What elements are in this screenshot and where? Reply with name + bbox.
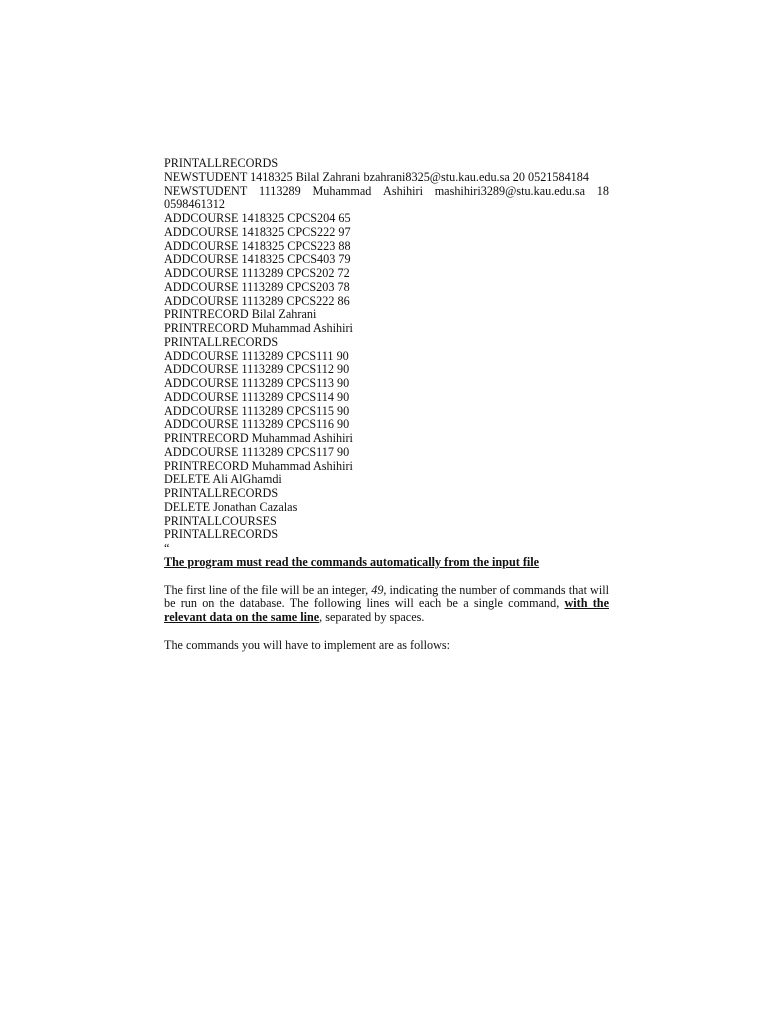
paragraph-text: The first line of the file will be an integer, bbox=[164, 582, 372, 597]
emphasis-text: with the relevant data on the same line bbox=[164, 596, 609, 624]
command-token: Muhammad bbox=[312, 183, 372, 198]
closing-quote: “ bbox=[164, 541, 170, 555]
command-line: ADDCOURSE 1113289 CPCS114 90 bbox=[164, 389, 350, 404]
section-heading: The program must read the commands automatically from the input file bbox=[164, 554, 540, 569]
paragraph-commands-intro: The commands you will have to implement are as follows: bbox=[164, 637, 451, 652]
command-line: ADDCOURSE 1418325 CPCS403 79 bbox=[164, 252, 351, 267]
command-token: mashihiri3289@stu.kau.edu.sa bbox=[434, 183, 586, 198]
command-line: ADDCOURSE 1418325 CPCS222 97 bbox=[164, 224, 351, 239]
command-line: ADDCOURSE 1418325 CPCS223 88 bbox=[164, 238, 351, 253]
command-line: PRINTALLRECORDS bbox=[164, 527, 279, 542]
command-line: ADDCOURSE 1113289 CPCS203 78 bbox=[164, 279, 350, 294]
command-line: PRINTRECORD Muhammad Ashihiri bbox=[164, 321, 353, 335]
command-token: Ashihiri bbox=[383, 183, 423, 198]
paragraph-text: , indicating the number of commands that will be run on the database. The following lines will each be a single command, bbox=[164, 582, 610, 611]
command-line: PRINTALLCOURSES bbox=[164, 513, 277, 528]
command-line: PRINTALLRECORDS bbox=[164, 334, 279, 349]
command-line-continuation: 0598461312 bbox=[164, 197, 225, 212]
command-line: DELETE Ali AlGhamdi bbox=[164, 472, 282, 487]
command-line: ADDCOURSE 1113289 CPCS112 90 bbox=[164, 362, 350, 377]
command-line: DELETE Jonathan Cazalas bbox=[164, 499, 298, 514]
command-line: PRINTRECORD Muhammad Ashihiri bbox=[164, 431, 353, 445]
command-line: ADDCOURSE 1418325 CPCS204 65 bbox=[164, 211, 351, 225]
command-line: PRINTALLRECORDS bbox=[164, 486, 279, 500]
command-line: ADDCOURSE 1113289 CPCS202 72 bbox=[164, 266, 350, 280]
command-line: PRINTALLRECORDS bbox=[164, 156, 279, 170]
command-line: ADDCOURSE 1113289 CPCS117 90 bbox=[164, 444, 350, 459]
command-line: ADDCOURSE 1113289 CPCS115 90 bbox=[164, 403, 350, 418]
command-line: NEWSTUDENT 1418325 Bilal Zahrani bzahrani8325@stu.kau.edu.sa 20 0521584184 bbox=[164, 169, 589, 184]
command-token: 18 bbox=[596, 183, 609, 198]
command-count: 49 bbox=[371, 582, 384, 597]
command-line: ADDCOURSE 1113289 CPCS116 90 bbox=[164, 417, 350, 432]
command-token: NEWSTUDENT bbox=[164, 183, 248, 198]
command-line-wrapped bbox=[164, 185, 609, 199]
command-line: PRINTRECORD Muhammad Ashihiri bbox=[164, 458, 353, 473]
document-content bbox=[164, 157, 609, 653]
paragraph-spacer bbox=[164, 570, 609, 584]
command-line: ADDCOURSE 1113289 CPCS111 90 bbox=[164, 348, 349, 363]
paragraph-spacer bbox=[164, 625, 609, 639]
command-line: ADDCOURSE 1113289 CPCS222 86 bbox=[164, 293, 350, 308]
paragraph-first-line bbox=[164, 584, 609, 625]
command-line: ADDCOURSE 1113289 CPCS113 90 bbox=[164, 376, 350, 390]
command-token: 1113289 bbox=[258, 183, 301, 198]
command-line: PRINTRECORD Bilal Zahrani bbox=[164, 307, 317, 322]
paragraph-text: , separated by spaces. bbox=[319, 610, 425, 624]
